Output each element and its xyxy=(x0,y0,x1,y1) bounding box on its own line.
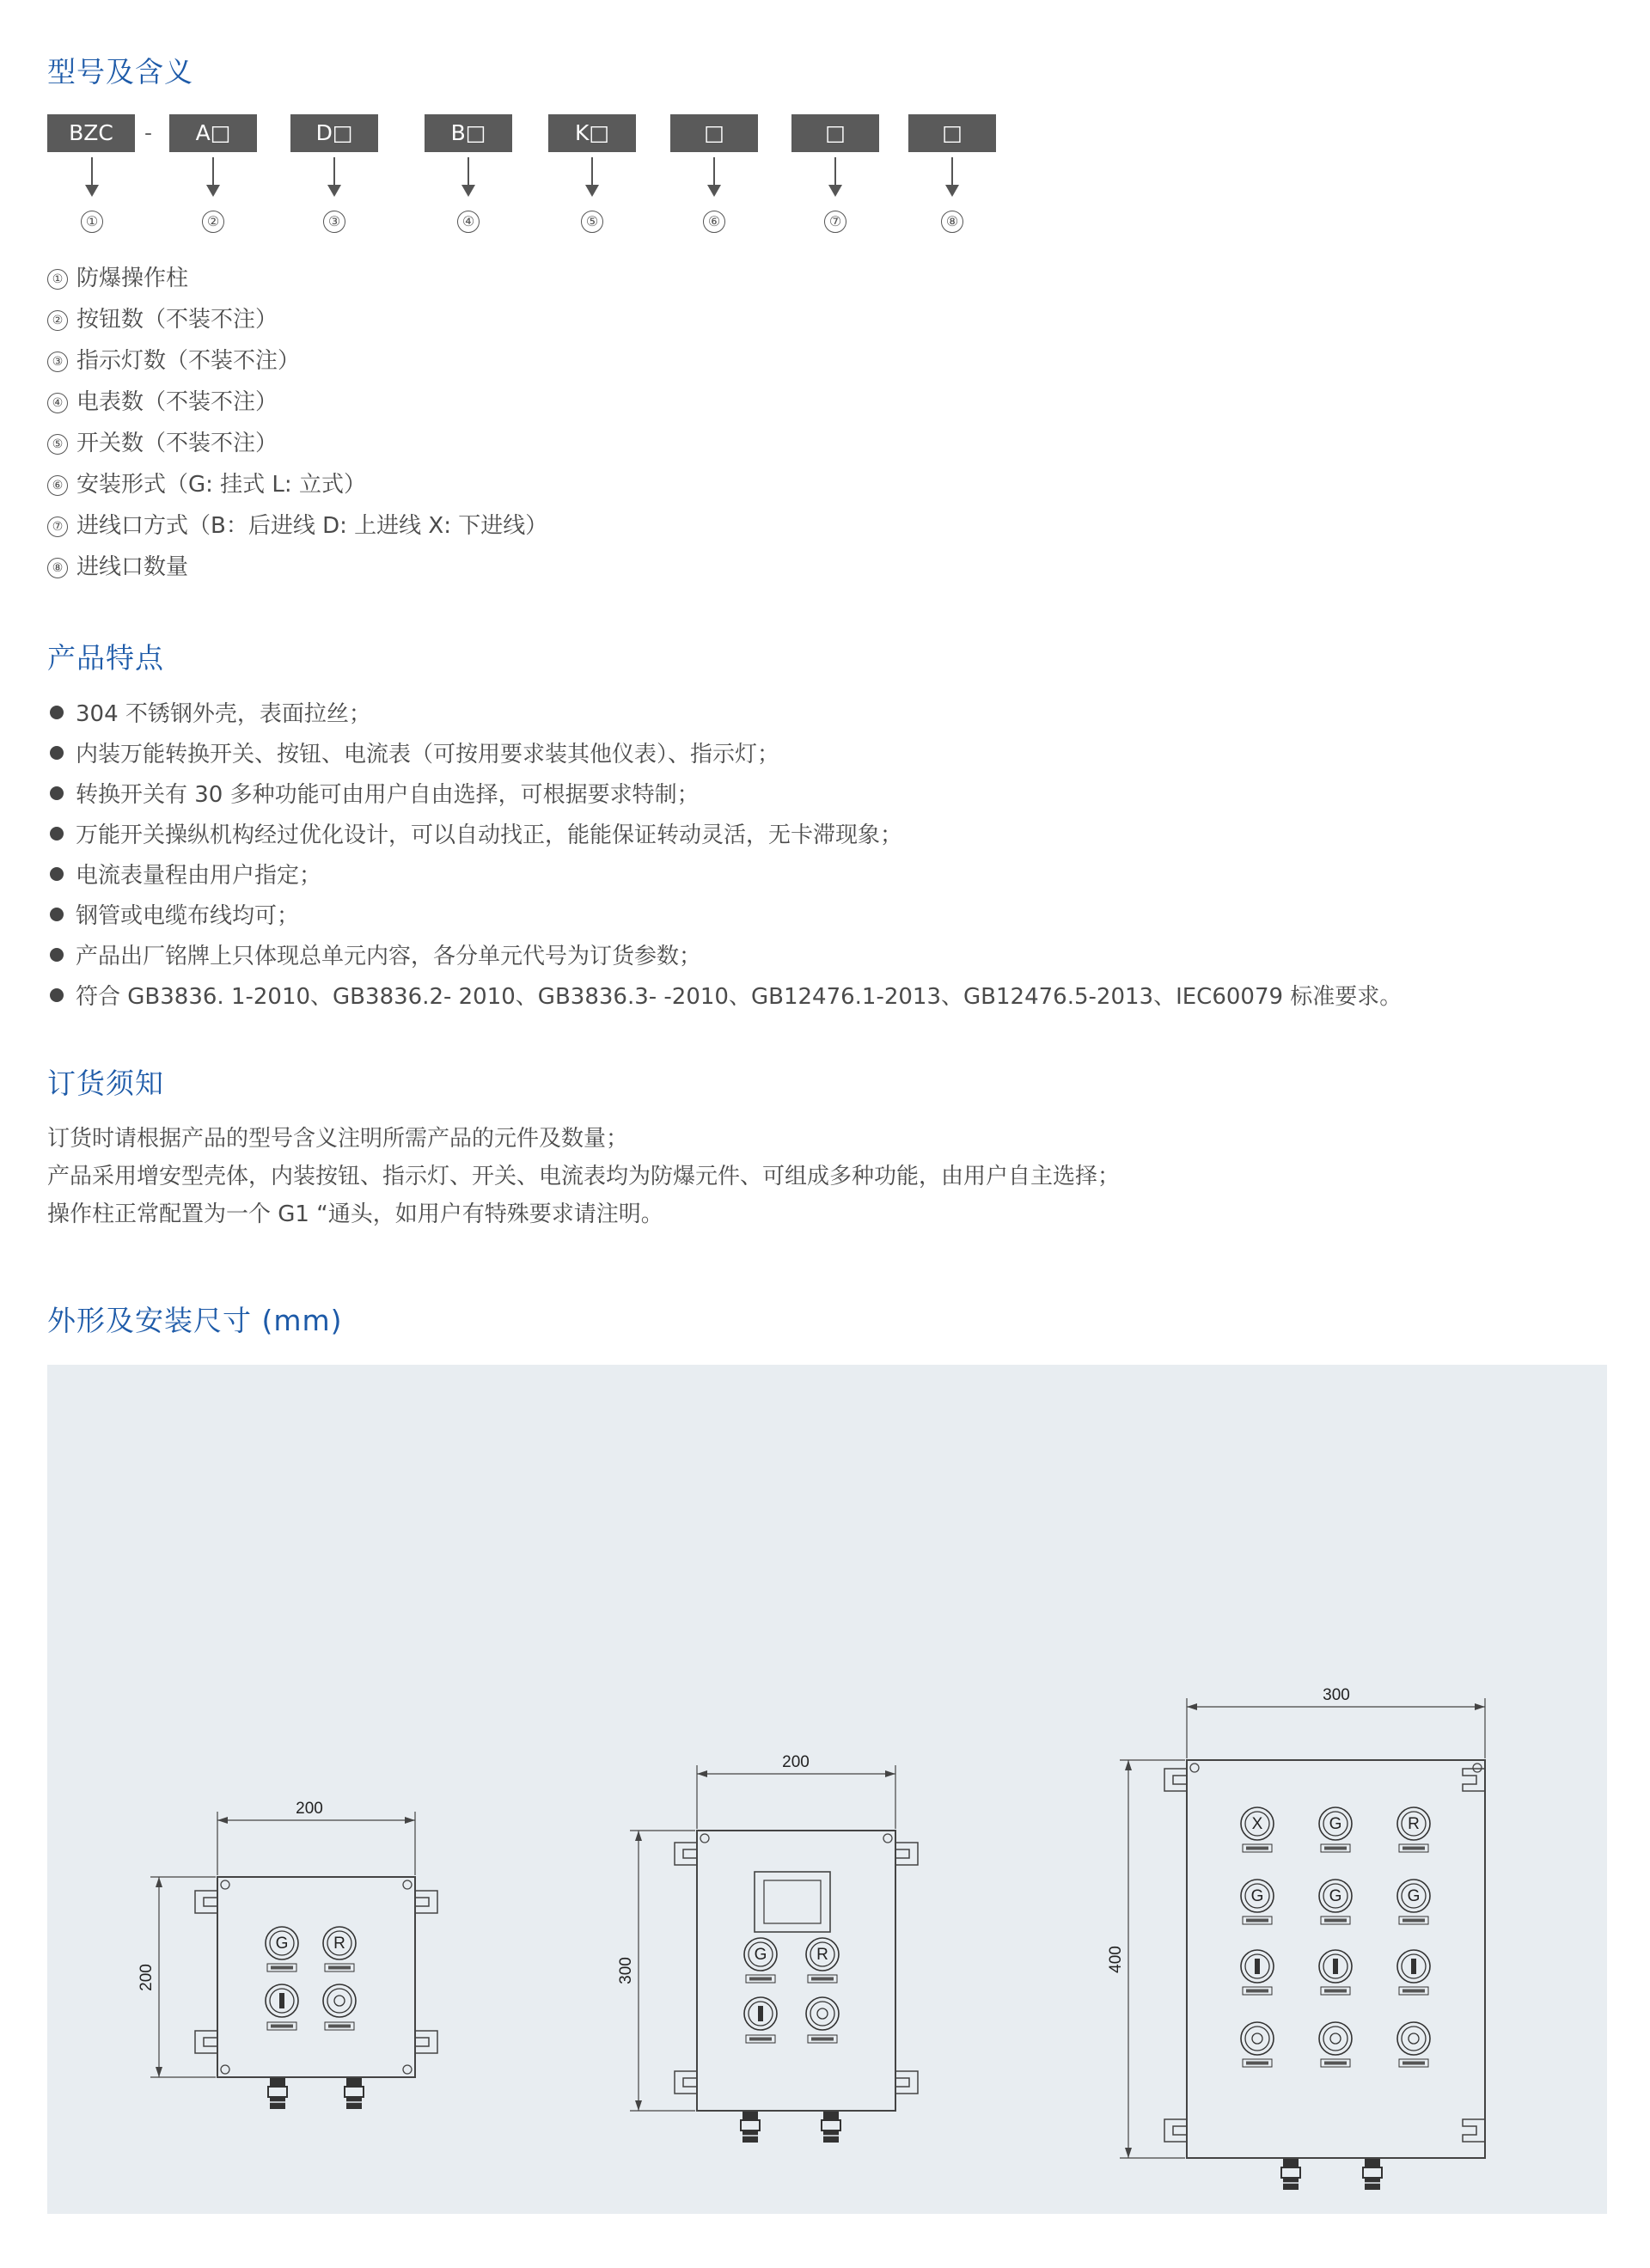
list-item xyxy=(50,694,1402,735)
mount-bracket-icon xyxy=(195,1891,217,1913)
svg-text:R: R xyxy=(333,1935,345,1953)
button-g-icon xyxy=(1241,1880,1274,1912)
code-box: B□ xyxy=(425,114,512,152)
item-number: ⑧ xyxy=(47,558,68,578)
cable-gland-icon xyxy=(822,2112,840,2143)
code-marker: ⑧ xyxy=(941,211,963,233)
item-text: 电表数（不装不注） xyxy=(76,389,278,415)
code-marker: ② xyxy=(202,211,224,233)
item-text: 开关数（不装不注） xyxy=(76,431,278,456)
cable-gland-icon xyxy=(1363,2159,1382,2190)
button-r-icon xyxy=(1397,1807,1430,1840)
cable-gland-icon xyxy=(268,2078,287,2109)
cable-gland-icon xyxy=(345,2078,364,2109)
item-text: 防爆操作柱 xyxy=(76,266,189,291)
model-code-diagram xyxy=(47,114,1010,243)
down-arrow-icon xyxy=(713,157,715,193)
item-text: 进线口数量 xyxy=(76,554,189,580)
item-text: 按钮数（不装不注） xyxy=(76,307,278,333)
item-text: 指示灯数（不装不注） xyxy=(76,348,301,374)
list-item xyxy=(50,977,1402,1018)
code-box: K□ xyxy=(548,114,636,152)
list-item xyxy=(47,547,547,588)
order-section-title: 订货须知 xyxy=(47,1067,164,1100)
item-text: 符合 GB3836. 1-2010、GB3836.2- 2010、GB3836.3- -2010、GB12476.1-2013、GB12476.5-2013、IEC60079 标准要求。 xyxy=(76,984,1402,1010)
dimensions-section-title: 外形及安装尺寸 (mm) xyxy=(47,1304,343,1337)
code-box: A□ xyxy=(169,114,257,152)
bullet-icon xyxy=(50,827,64,841)
down-arrow-icon xyxy=(212,157,214,193)
mount-bracket-icon xyxy=(675,2071,697,2094)
mount-bracket-icon xyxy=(1463,1769,1485,1791)
enclosure-200x300 xyxy=(617,1753,918,2143)
enclosure-300x400 xyxy=(1107,1686,1485,2190)
bullet-icon xyxy=(50,867,64,881)
model-meaning-list xyxy=(47,258,547,588)
code-box: □ xyxy=(908,114,996,152)
list-item xyxy=(47,382,547,423)
bullet-icon xyxy=(50,948,64,962)
height-dimension-label: 400 xyxy=(1107,1946,1125,1973)
code-marker: ⑦ xyxy=(824,211,846,233)
code-dash: - xyxy=(144,120,153,145)
button-r-icon xyxy=(323,1927,356,1959)
code-box: D□ xyxy=(290,114,378,152)
code-marker: ⑤ xyxy=(581,211,603,233)
list-item xyxy=(47,464,547,505)
width-dimension-label: 300 xyxy=(1323,1686,1350,1704)
mount-bracket-icon xyxy=(1164,2119,1187,2142)
down-arrow-icon xyxy=(91,157,93,193)
order-notes xyxy=(47,1120,1120,1233)
down-arrow-icon xyxy=(951,157,953,193)
list-item xyxy=(47,299,547,340)
item-text: 内装万能转换开关、按钮、电流表（可按用要求装其他仪表）、指示灯； xyxy=(76,742,780,767)
list-item xyxy=(50,896,1402,937)
svg-text:G: G xyxy=(1407,1887,1421,1905)
svg-text:R: R xyxy=(816,1946,828,1964)
width-dimension-label: 200 xyxy=(296,1800,323,1818)
list-item xyxy=(50,816,1402,856)
svg-text:G: G xyxy=(754,1946,767,1964)
item-number: ⑥ xyxy=(47,475,68,496)
svg-text:G: G xyxy=(275,1935,289,1953)
item-number: ⑤ xyxy=(47,434,68,455)
switch-icon xyxy=(1397,1950,1430,1983)
item-text: 钢管或电缆布线均可； xyxy=(76,903,300,929)
item-text: 304 不锈钢外壳，表面拉丝； xyxy=(76,701,371,727)
bullet-icon xyxy=(50,706,64,719)
mount-bracket-icon xyxy=(895,1843,918,1865)
list-item xyxy=(50,937,1402,977)
indicator-lamp-icon xyxy=(1241,2022,1274,2055)
down-arrow-icon xyxy=(591,157,593,193)
dimensions-drawing xyxy=(47,1365,1607,2214)
code-box: □ xyxy=(670,114,758,152)
item-text: 转换开关有 30 多种功能可由用户自由选择，可根据要求特制； xyxy=(76,782,700,808)
item-number: ③ xyxy=(47,352,68,372)
bullet-icon xyxy=(50,786,64,800)
mount-bracket-icon xyxy=(1164,1769,1187,1791)
item-text: 产品出厂铭牌上只体现总单元内容，各分单元代号为订货参数； xyxy=(76,944,702,969)
list-item xyxy=(47,423,547,464)
list-item xyxy=(47,340,547,382)
button-g-icon xyxy=(744,1938,777,1971)
bullet-icon xyxy=(50,988,64,1002)
button-r-icon xyxy=(806,1938,839,1971)
features-list xyxy=(50,694,1402,1018)
item-text: 万能开关操纵机构经过优化设计，可以自动找正，能能保证转动灵活，无卡滞现象； xyxy=(76,822,903,848)
item-number: ① xyxy=(47,269,68,290)
item-number: ⑦ xyxy=(47,517,68,537)
code-marker: ④ xyxy=(457,211,480,233)
switch-icon xyxy=(1241,1950,1274,1983)
bullet-icon xyxy=(50,908,64,921)
button-g-icon xyxy=(1319,1880,1352,1912)
button-g-icon xyxy=(1397,1880,1430,1912)
width-dimension-label: 200 xyxy=(782,1753,810,1771)
button-g-icon xyxy=(266,1927,298,1959)
code-box: BZC xyxy=(47,114,135,152)
enclosure-200x200 xyxy=(138,1800,437,2109)
switch-icon xyxy=(1319,1950,1352,1983)
button-g-icon xyxy=(1319,1807,1352,1840)
item-number: ② xyxy=(47,310,68,331)
svg-text:G: G xyxy=(1329,1887,1342,1905)
dimensions-drawing-panel xyxy=(47,1365,1607,2214)
item-text: 电流表量程由用户指定； xyxy=(76,863,322,889)
button-x-icon xyxy=(1241,1807,1274,1840)
bullet-icon xyxy=(50,746,64,760)
switch-icon xyxy=(744,1997,777,2030)
order-line: 产品采用增安型壳体，内装按钮、指示灯、开关、电流表均为防爆元件、可组成多种功能，由用户自主选择； xyxy=(47,1164,1121,1189)
indicator-lamp-icon xyxy=(806,1997,839,2030)
model-section-title: 型号及含义 xyxy=(47,55,193,89)
indicator-lamp-icon xyxy=(323,1984,356,2017)
list-item xyxy=(50,856,1402,896)
mount-bracket-icon xyxy=(895,2071,918,2094)
list-item xyxy=(47,258,547,299)
mount-bracket-icon xyxy=(195,2031,217,2053)
list-item xyxy=(50,735,1402,775)
cable-gland-icon xyxy=(1281,2159,1300,2190)
code-marker: ⑥ xyxy=(703,211,725,233)
svg-text:G: G xyxy=(1250,1887,1264,1905)
code-box: □ xyxy=(791,114,879,152)
down-arrow-icon xyxy=(333,157,335,193)
order-line: 操作柱正常配置为一个 G1 “通头，如用户有特殊要求请注明。 xyxy=(47,1201,663,1227)
mount-bracket-icon xyxy=(675,1843,697,1865)
down-arrow-icon xyxy=(468,157,469,193)
order-line: 订货时请根据产品的型号含义注明所需产品的元件及数量； xyxy=(47,1126,629,1152)
item-number: ④ xyxy=(47,393,68,413)
list-item xyxy=(50,775,1402,816)
code-marker: ① xyxy=(81,211,103,233)
switch-icon xyxy=(266,1984,298,2017)
indicator-lamp-icon xyxy=(1397,2022,1430,2055)
mount-bracket-icon xyxy=(1463,2119,1485,2142)
code-marker: ③ xyxy=(323,211,345,233)
indicator-lamp-icon xyxy=(1319,2022,1352,2055)
mount-bracket-icon xyxy=(415,1891,437,1913)
item-text: 进线口方式（B：后进线 D: 上进线 X: 下进线） xyxy=(76,513,548,539)
height-dimension-label: 200 xyxy=(138,1964,156,1991)
features-section-title: 产品特点 xyxy=(47,641,164,675)
mount-bracket-icon xyxy=(415,2031,437,2053)
svg-text:G: G xyxy=(1329,1815,1342,1833)
cable-gland-icon xyxy=(741,2112,760,2143)
down-arrow-icon xyxy=(834,157,836,193)
item-text: 安装形式（G: 挂式 L: 立式） xyxy=(76,472,366,498)
height-dimension-label: 300 xyxy=(617,1957,635,1984)
svg-text:R: R xyxy=(1408,1815,1420,1833)
list-item xyxy=(47,505,547,547)
svg-text:X: X xyxy=(1251,1815,1263,1833)
